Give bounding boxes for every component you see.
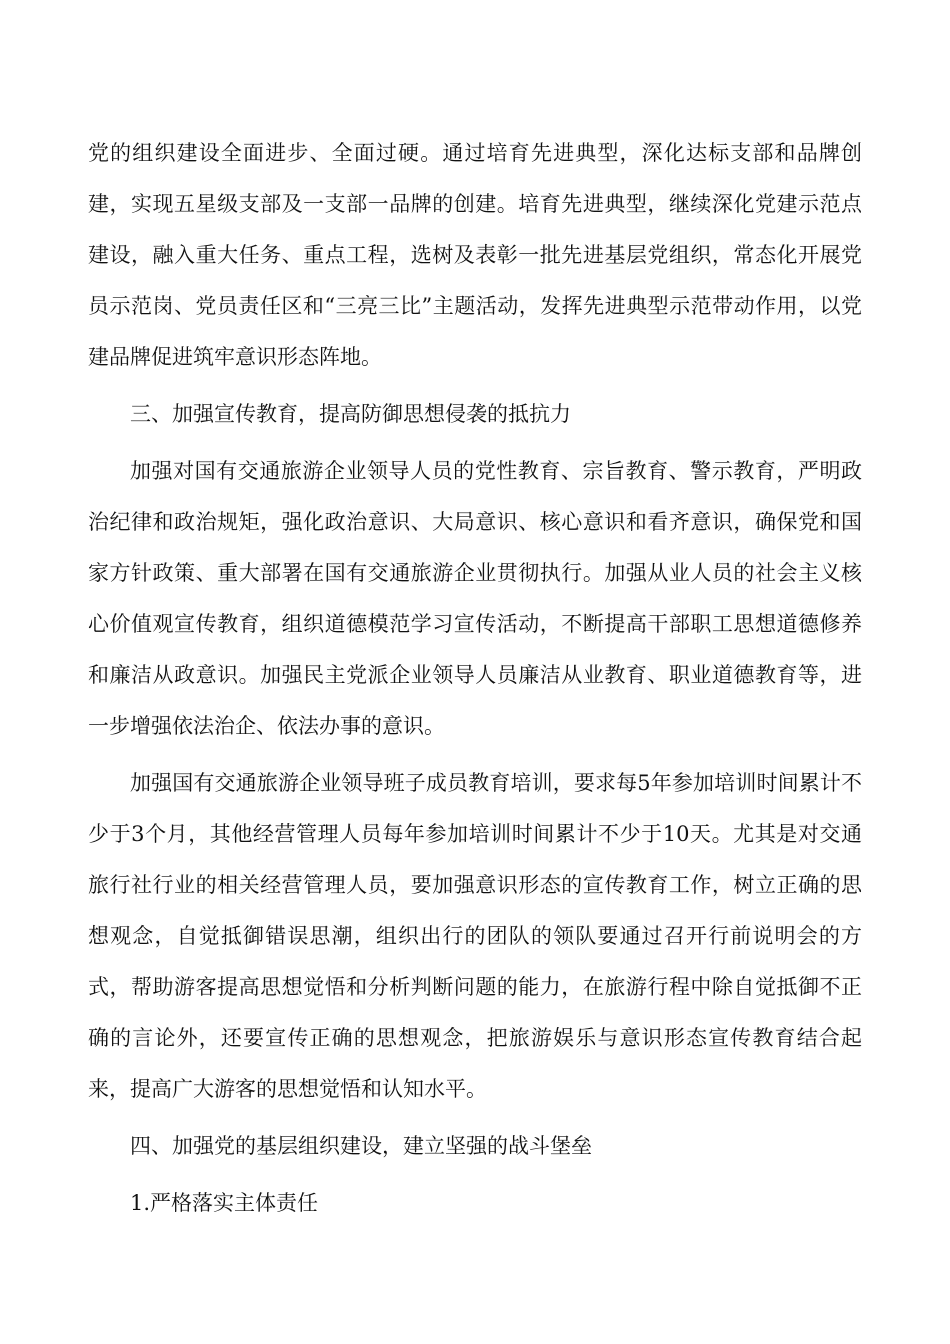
- section-heading-three: 三、加强宣传教育，提高防御思想侵袭的抵抗力: [130, 402, 571, 426]
- paragraph-training-requirements: 加强国有交通旅游企业领导班子成员教育培训，要求每5年参加培训时间累计不少于3个月，其他经营管理人员每年参加培训时间累计不少于10天。尤其是对交通旅行社行业的相关经营管理人员，要加强意识形态的宣传教育工作，树立正确的思想观念，自觉抵御错误思潮，组织出行的团队的领队要通过召开行前说明会的方式，帮助游客提高思想觉悟和分析判断问题的能力，在旅游行程中除自觉抵御不正确的言论外，还要宣传正确的思想观念，把旅游娱乐与意识形态宣传教育结合起来，提高广大游客的思想觉悟和认知水平。: [88, 771, 862, 1101]
- section-heading-four: 四、加强党的基层组织建设，建立坚强的战斗堡垒: [130, 1134, 592, 1158]
- subsection-heading-one: 1.严格落实主体责任: [130, 1191, 319, 1215]
- paragraph-party-organization: 党的组织建设全面进步、全面过硬。通过培育先进典型，深化达标支部和品牌创建，实现五星级支部及一支部一品牌的创建。培育先进典型，继续深化党建示范点建设，融入重大任务、重点工程，选树及表彰一批先进基层党组织，常态化开展党员示范岗、党员责任区和“三亮三比”主题活动，发挥先进典型示范带动作用，以党建品牌促进筑牢意识形态阵地。: [88, 141, 862, 369]
- paragraph-leadership-education: 加强对国有交通旅游企业领导人员的党性教育、宗旨教育、警示教育，严明政治纪律和政治规矩，强化政治意识、大局意识、核心意识和看齐意识，确保党和国家方针政策、重大部署在国有交通旅游企业贯彻执行。加强从业人员的社会主义核心价值观宣传教育，组织道德模范学习宣传活动，不断提高干部职工思想道德修养和廉洁从政意识。加强民主党派企业领导人员廉洁从业教育、职业道德教育等，进一步增强依法治企、依法办事的意识。: [88, 459, 862, 738]
- document-body: [88, 128, 862, 1235]
